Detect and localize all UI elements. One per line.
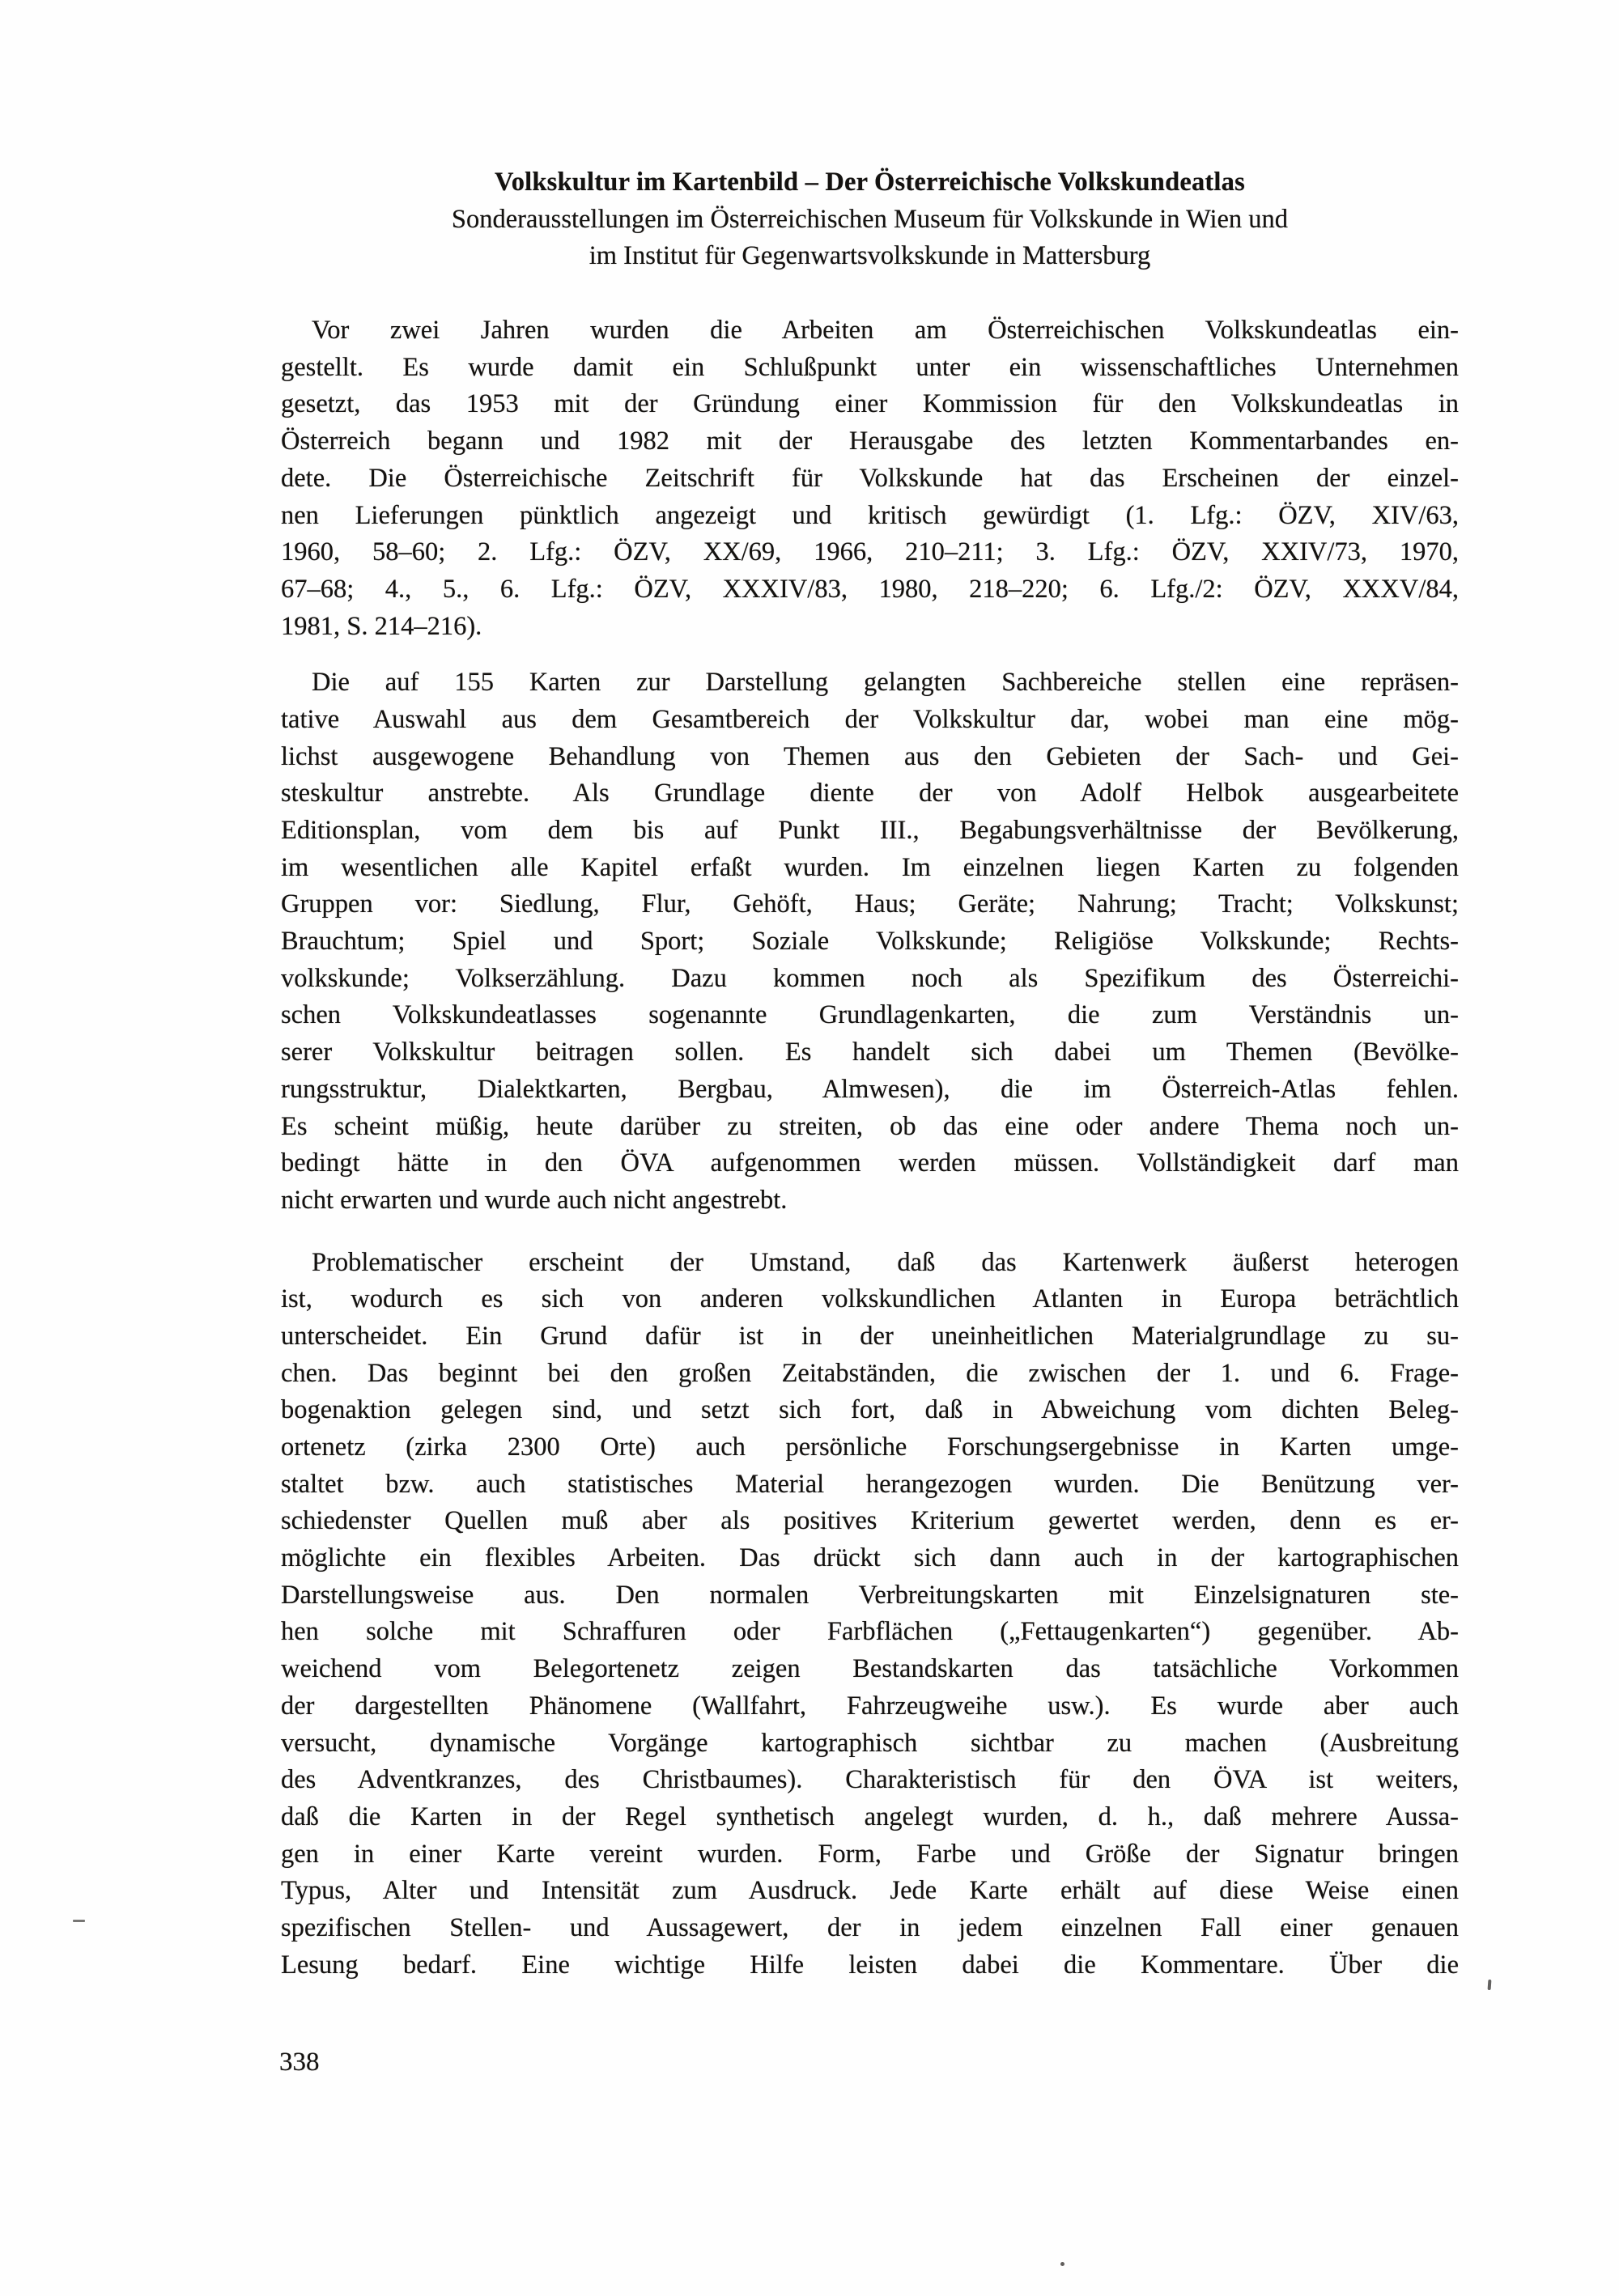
text-line: schen Volkskundeatlasses sogenannte Grundlagenkarten, die zum Verständnis un- — [281, 1000, 1459, 1030]
article-text-block — [281, 164, 1459, 1984]
text-line: Es scheint müßig, heute darüber zu streiten, ob das eine oder andere Thema noch un- — [281, 1111, 1459, 1141]
text-line: steskultur anstrebte. Als Grundlage diente der von Adolf Helbok ausgearbeitete — [281, 779, 1459, 808]
text-line: im wesentlichen alle Kapitel erfaßt wurden. Im einzelnen liegen Karten zu folgenden — [281, 852, 1459, 882]
text-line: hen solche mit Schraffuren oder Farbflächen („Fettaugenkarten“) gegenüber. Ab- — [281, 1617, 1459, 1647]
text-line: Die auf 155 Karten zur Darstellung gelangten Sachbereiche stellen eine repräsen- — [312, 668, 1459, 698]
scan-speck-tick — [1488, 1980, 1492, 1990]
text-line: weichend vom Belegortenetz zeigen Bestandskarten das tatsächliche Vorkommen — [281, 1654, 1459, 1684]
text-line: daß die Karten in der Regel synthetisch angelegt wurden, d. h., daß mehrere Aussa- — [281, 1802, 1459, 1831]
article-subtitle-line1: Sonderausstellungen im Österreichischen Museum für Volkskunde in Wien und — [451, 204, 1289, 234]
text-line: der dargestellten Phänomene (Wallfahrt, Fahrzeugweihe usw.). Es wurde aber auch — [281, 1691, 1459, 1721]
article-body — [281, 312, 1459, 1984]
text-line: nen Lieferungen pünktlich angezeigt und kritisch gewürdigt (1. Lfg.: ÖZV, XIV/63, — [281, 500, 1459, 530]
text-line: Typus, Alter und Intensität zum Ausdruck. Jede Karte erhält auf diese Weise einen — [281, 1876, 1459, 1906]
text-line: Darstellungsweise aus. Den normalen Verbreitungskarten mit Einzelsignaturen ste- — [281, 1580, 1459, 1610]
text-line: Gruppen vor: Siedlung, Flur, Gehöft, Haus; Geräte; Nahrung; Tracht; Volkskunst; — [281, 889, 1459, 919]
text-line: chen. Das beginnt bei den großen Zeitabständen, die zwischen der 1. und 6. Frage- — [281, 1358, 1459, 1388]
text-line: staltet bzw. auch statistisches Material herangezogen wurden. Die Benützung ver- — [281, 1469, 1459, 1499]
text-line: ortenetz (zirka 2300 Orte) auch persönliche Forschungsergebnisse in Karten umge- — [281, 1432, 1459, 1462]
text-line: möglichte ein flexibles Arbeiten. Das drückt sich dann auch in der kartographischen — [281, 1543, 1459, 1573]
text-line: unterscheidet. Ein Grund dafür ist in der uneinheitlichen Materialgrundlage zu su- — [281, 1321, 1459, 1351]
text-line: 67–68; 4., 5., 6. Lfg.: ÖZV, XXXIV/83, 1980, 218–220; 6. Lfg./2: ÖZV, XXXV/84, — [281, 574, 1459, 604]
text-line: ist, wodurch es sich von anderen volkskundlichen Atlanten in Europa beträchtlich — [281, 1284, 1459, 1314]
text-line: tative Auswahl aus dem Gesamtbereich der Volkskultur dar, wobei man eine mög- — [281, 704, 1459, 734]
text-line: lichst ausgewogene Behandlung von Themen aus den Gebieten der Sach- und Gei- — [281, 741, 1459, 771]
page-number: 338 — [279, 2048, 320, 2077]
text-line: gestellt. Es wurde damit ein Schlußpunkt unter ein wissenschaftliches Unternehmen — [281, 352, 1459, 382]
text-line: gen in einer Karte vereint wurden. Form, Farbe und Größe der Signatur bringen — [281, 1839, 1459, 1869]
text-line: dete. Die Österreichische Zeitschrift für Volkskunde hat das Erscheinen der einzel- — [281, 463, 1459, 493]
paragraph — [281, 1245, 1459, 1984]
text-line: Brauchtum; Spiel und Sport; Soziale Volkskunde; Religiöse Volkskunde; Rechts- — [281, 927, 1459, 957]
text-line: versucht, dynamische Vorgänge kartographisch sichtbar zu machen (Ausbreitung — [281, 1728, 1459, 1758]
text-line: rungsstruktur, Dialektkarten, Bergbau, Almwesen), die im Österreich-Atlas fehlen. — [281, 1074, 1459, 1104]
text-line: gesetzt, das 1953 mit der Gründung einer Kommission für den Volkskundeatlas in — [281, 389, 1459, 419]
text-line: volkskunde; Volkserzählung. Dazu kommen noch als Spezifikum des Österreichi- — [281, 963, 1459, 993]
text-line: 1981, S. 214–216). — [281, 611, 482, 641]
scan-speck-dash — [73, 1920, 85, 1922]
text-line: schiedenster Quellen muß aber als positives Kriterium gewertet werden, denn es er- — [281, 1506, 1459, 1536]
text-line: Lesung bedarf. Eine wichtige Hilfe leisten dabei die Kommentare. Über die — [281, 1950, 1459, 1980]
text-line: bedingt hätte in den ÖVA aufgenommen werden müssen. Vollständigkeit darf man — [281, 1148, 1459, 1178]
scan-speck-dot — [1060, 2262, 1064, 2266]
text-line: nicht erwarten und wurde auch nicht angestrebt. — [281, 1185, 788, 1215]
article-subtitle-line2: im Institut für Gegenwartsvolkskunde in Mattersburg — [589, 241, 1151, 271]
text-line: bogenaktion gelegen sind, und setzt sich fort, daß in Abweichung vom dichten Beleg- — [281, 1395, 1459, 1425]
text-line: Editionsplan, vom dem bis auf Punkt III., Begabungsverhältnisse der Bevölkerung, — [281, 816, 1459, 846]
paragraph — [281, 312, 1459, 645]
text-line: Österreich begann und 1982 mit der Herausgabe des letzten Kommentarbandes en- — [281, 427, 1459, 456]
text-line: Problematischer erscheint der Umstand, daß das Kartenwerk äußerst heterogen — [312, 1247, 1459, 1277]
paragraph — [281, 664, 1459, 1219]
article-title: Volkskultur im Kartenbild – Der Österreichische Volkskundeatlas — [495, 168, 1245, 197]
text-line: Vor zwei Jahren wurden die Arbeiten am Österreichischen Volkskundeatlas ein- — [312, 316, 1459, 346]
text-line: 1960, 58–60; 2. Lfg.: ÖZV, XX/69, 1966, 210–211; 3. Lfg.: ÖZV, XXIV/73, 1970, — [281, 537, 1459, 567]
text-line: des Adventkranzes, des Christbaumes). Charakteristisch für den ÖVA ist weiters, — [281, 1765, 1459, 1795]
text-line: serer Volkskultur beitragen sollen. Es handelt sich dabei um Themen (Bevölke- — [281, 1038, 1459, 1067]
text-line: spezifischen Stellen- und Aussagewert, der in jedem einzelnen Fall einer genauen — [281, 1912, 1459, 1942]
